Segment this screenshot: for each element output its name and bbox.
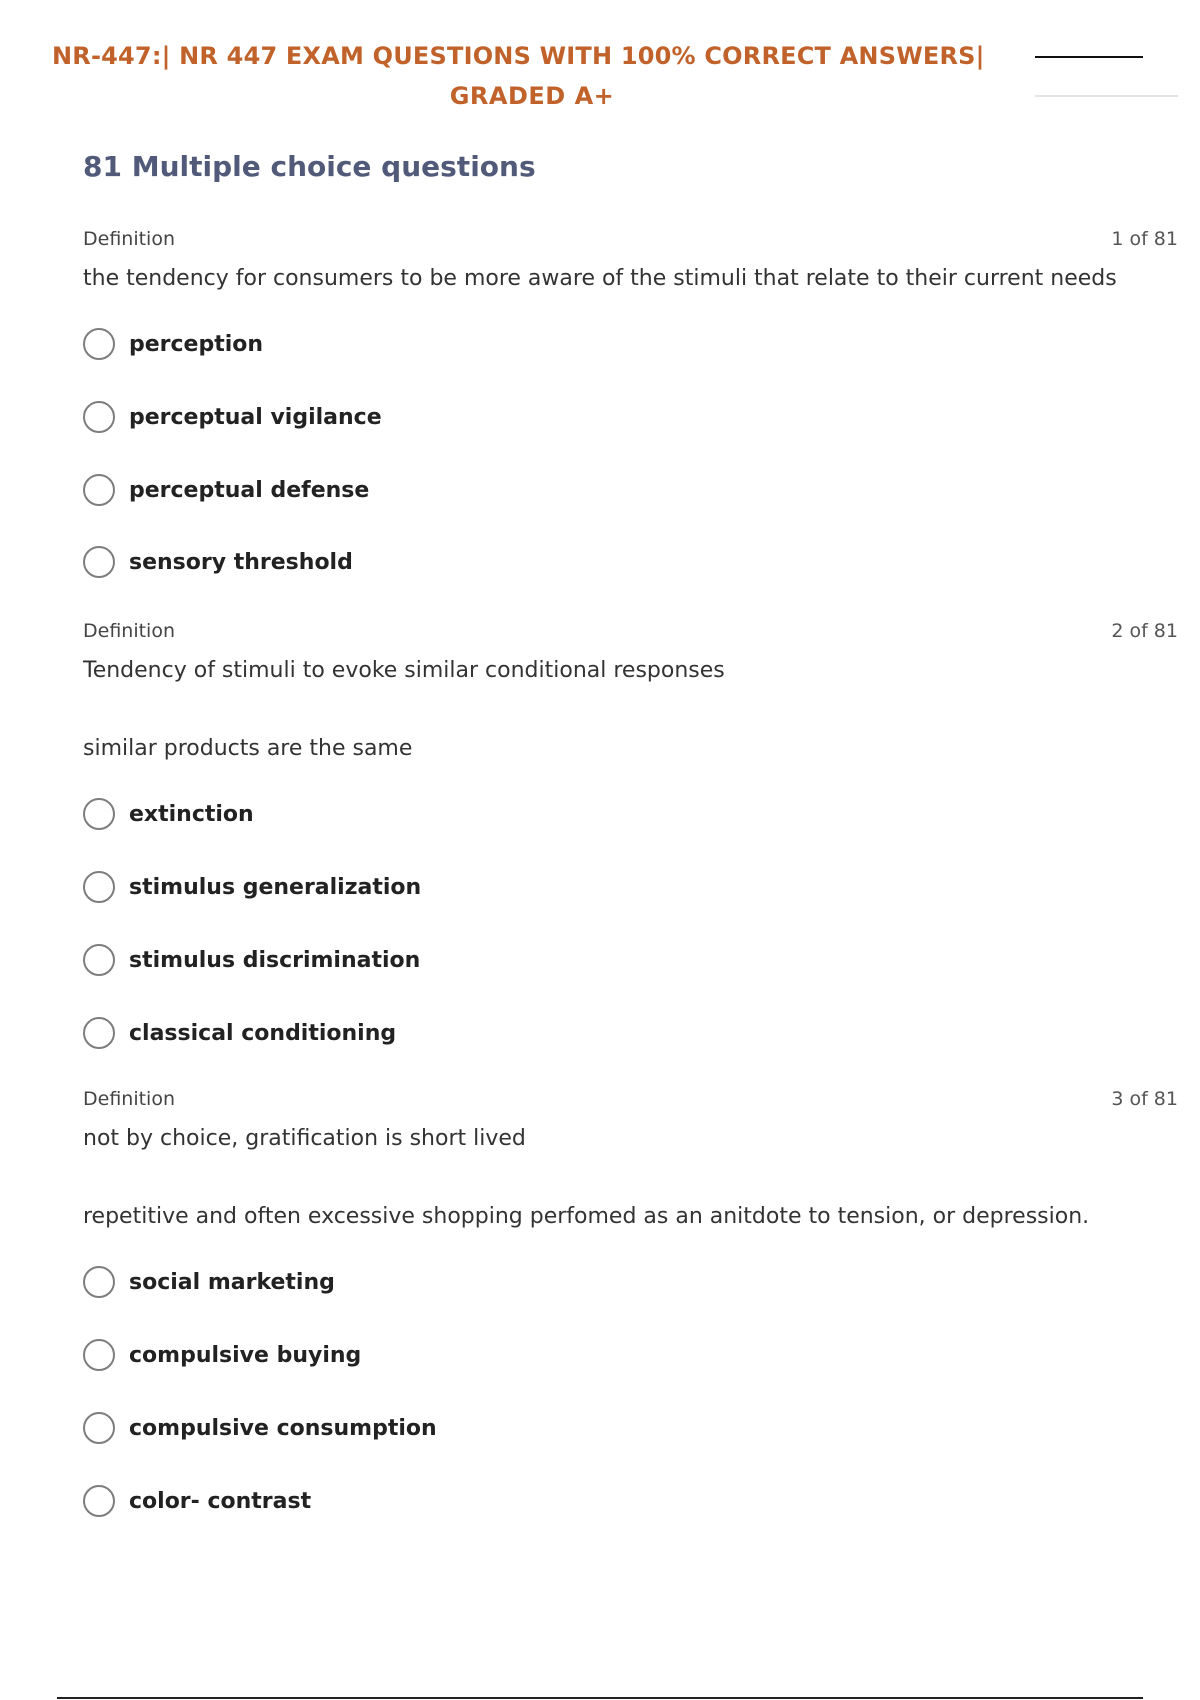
radio-button[interactable] — [83, 328, 115, 360]
question-type-label: Definition — [83, 1088, 176, 1110]
radio-button[interactable] — [83, 1485, 115, 1517]
answer-option-label: compulsive buying — [129, 1342, 362, 1368]
answer-option-label: social marketing — [129, 1269, 335, 1295]
question-card — [83, 620, 1178, 1060]
question-type-label: Definition — [83, 228, 176, 250]
question-counter: 2 of 81 — [1111, 620, 1178, 642]
document-header — [0, 36, 1200, 126]
document-title: NR-447:| NR 447 EXAM QUESTIONS WITH 100% CORRECT ANSWERS| — [52, 42, 985, 70]
answer-option[interactable] — [83, 542, 353, 582]
answer-option[interactable] — [83, 1481, 311, 1521]
answer-option-label: classical conditioning — [129, 1020, 397, 1046]
radio-button[interactable] — [83, 1339, 115, 1371]
answer-option[interactable] — [83, 1335, 361, 1375]
document-title-grade: GRADED A+ — [449, 82, 615, 110]
question-counter: 3 of 81 — [1111, 1088, 1178, 1110]
radio-button[interactable] — [83, 944, 115, 976]
answer-option[interactable] — [83, 1013, 396, 1053]
header-rule — [1035, 56, 1143, 58]
answer-option[interactable] — [83, 1408, 437, 1448]
answer-option[interactable] — [83, 794, 254, 834]
question-counter: 1 of 81 — [1111, 228, 1178, 250]
answer-option[interactable] — [83, 324, 263, 364]
question-prompt: not by choice, gratification is short lived — [83, 1126, 526, 1151]
answer-option[interactable] — [83, 867, 421, 907]
header-rule-faint — [1035, 95, 1178, 97]
question-prompt: repetitive and often excessive shopping perfomed as an anitdote to tension, or depression. — [83, 1204, 1090, 1229]
radio-button[interactable] — [83, 401, 115, 433]
question-prompt: the tendency for consumers to be more aware of the stimuli that relate to their current needs — [83, 266, 1117, 291]
question-type-label: Definition — [83, 620, 176, 642]
question-card — [83, 228, 1178, 588]
answer-option[interactable] — [83, 1262, 335, 1302]
answer-option-label: stimulus generalization — [129, 874, 422, 900]
answer-option-label: perceptual defense — [129, 477, 370, 503]
answer-option-label: sensory threshold — [129, 549, 353, 575]
section-heading: 81 Multiple choice questions — [83, 150, 536, 183]
answer-option-label: stimulus discrimination — [129, 947, 421, 973]
question-prompt: Tendency of stimuli to evoke similar conditional responses — [83, 658, 725, 683]
answer-option[interactable] — [83, 397, 382, 437]
question-card — [83, 1088, 1178, 1528]
radio-button[interactable] — [83, 1266, 115, 1298]
radio-button[interactable] — [83, 1017, 115, 1049]
question-prompt: similar products are the same — [83, 736, 413, 761]
radio-button[interactable] — [83, 1412, 115, 1444]
radio-button[interactable] — [83, 871, 115, 903]
answer-option-label: extinction — [129, 801, 254, 827]
answer-option-label: compulsive consumption — [129, 1415, 437, 1441]
radio-button[interactable] — [83, 546, 115, 578]
footer-rule — [57, 1697, 1143, 1699]
answer-option[interactable] — [83, 940, 420, 980]
answer-option-label: perceptual vigilance — [129, 404, 382, 430]
radio-button[interactable] — [83, 798, 115, 830]
answer-option-label: perception — [129, 331, 264, 357]
answer-option[interactable] — [83, 470, 369, 510]
radio-button[interactable] — [83, 474, 115, 506]
answer-option-label: color- contrast — [129, 1488, 312, 1514]
